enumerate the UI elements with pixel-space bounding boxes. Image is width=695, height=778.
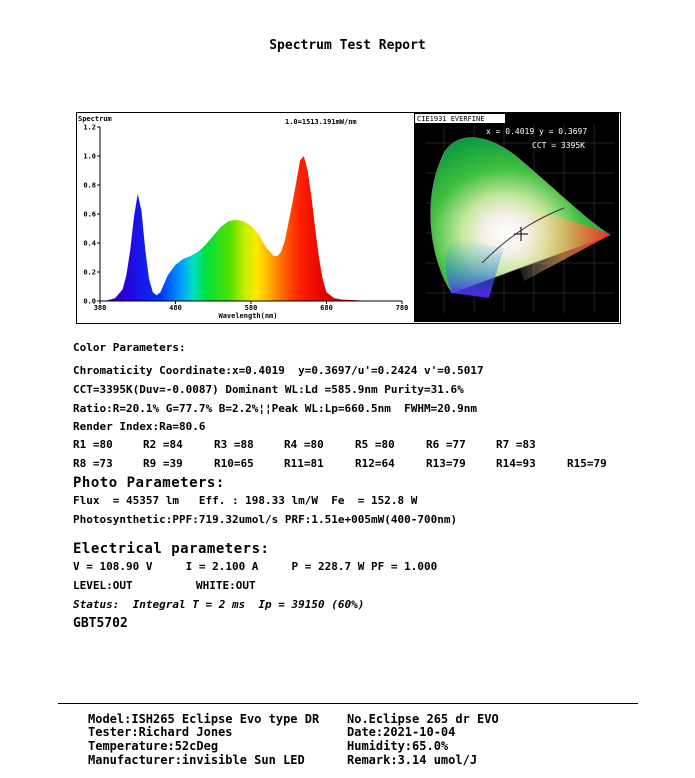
spectrum-y-tick-label: 1.0 [83,152,96,161]
r-value: R6 =77 [426,438,466,451]
r-value: R1 =80 [73,438,113,451]
spectrum-y-label: Spectrum [78,115,112,123]
r-value: R12=64 [355,457,395,470]
spectrum-x-tick-label: 580 [244,304,258,312]
render-index-line: Render Index:Ra=80.6 [73,420,206,433]
model-text: Model:ISH265 Eclipse Evo type DR [88,712,320,726]
cie-label: CIE1931 EVERFINE [417,115,485,123]
r-value: R11=81 [284,457,324,470]
spectrum-x-label: Wavelength(nm) [218,312,278,320]
footer-divider [58,703,638,704]
humidity-text: Humidity:65.0% [347,739,449,753]
spectrum-y-tick-label: 0.2 [83,268,96,277]
r-value: R14=93 [496,457,536,470]
spectrum-y-tick-label: 0.0 [83,297,96,306]
chromaticity-line: Chromaticity Coordinate:x=0.4019 y=0.3697/u'=0.2424 v'=0.5017 [73,364,484,377]
photosynthetic-line: Photosynthetic:PPF:719.32umol/s PRF:1.51e+005mW(400-700nm) [73,513,458,526]
level-text: LEVEL:OUT [73,579,133,592]
spectrum-x-tick-label: 780 [395,304,409,312]
spectrum-peak-note: 1.0=1513.191mW/nm [285,118,357,126]
spectrum-x-tick-label: 380 [93,304,107,312]
cie-coordinates: x = 0.4019 y = 0.3697 [486,127,588,136]
spectrum-y-tick-label: 0.6 [83,210,96,219]
render-index-row-2 [0,457,695,472]
color-params-heading: Color Parameters: [73,341,186,354]
r-value: R15=79 [567,457,607,470]
cct-line: CCT=3395K(Duv=-0.0087) Dominant WL:Ld =585.9nm Purity=31.6% [73,383,464,396]
report-title: Spectrum Test Report [269,38,426,53]
white-text: WHITE:OUT [196,579,256,592]
spectrum-y-tick-label: 0.4 [83,239,96,248]
cie-chart [414,113,619,322]
spectrum-y-tick-label: 1.2 [83,123,96,132]
spectrum-curve [100,156,402,301]
r-value: R8 =73 [73,457,113,470]
r-value: R3 =88 [214,438,254,451]
remark-text: Remark:3.14 umol/J [347,753,478,767]
temperature-text: Temperature:52cDeg [88,739,219,753]
date-text: Date:2021-10-04 [347,725,456,739]
photo-params-heading: Photo Parameters: [73,475,225,491]
spectrum-x-tick-label: 680 [320,304,333,312]
r-value: R2 =84 [143,438,183,451]
flux-line: Flux = 45357 lm Eff. : 198.33 lm/W Fe = 152.8 W [73,494,418,507]
standard-text: GBT5702 [73,616,128,631]
manufacturer-text: Manufacturer:invisible Sun LED [88,753,305,767]
cie-cct: CCT = 3395K [532,141,585,150]
electrical-params-heading: Electrical parameters: [73,541,270,557]
r-value: R10=65 [214,457,254,470]
number-text: No.Eclipse 265 dr EVO [347,712,499,726]
status-line: Status: Integral T = 2 ms Ip = 39150 (60%) [73,598,365,611]
voltage-line: V = 108.90 V I = 2.100 A P = 228.7 W PF = 1.000 [73,560,438,573]
render-index-row-1 [0,438,695,453]
spectrum-y-tick-label: 0.8 [83,181,96,190]
r-value: R5 =80 [355,438,395,451]
r-value: R7 =83 [496,438,536,451]
ratio-line: Ratio:R=20.1% G=77.7% B=2.2%¦¦Peak WL:Lp=660.5nm FWHM=20.9nm [73,402,477,415]
r-value: R13=79 [426,457,466,470]
spectrum-x-tick-label: 480 [169,304,182,312]
r-value: R9 =39 [143,457,183,470]
r-value: R4 =80 [284,438,324,451]
spectrum-chart [77,113,412,322]
tester-text: Tester:Richard Jones [88,725,233,739]
